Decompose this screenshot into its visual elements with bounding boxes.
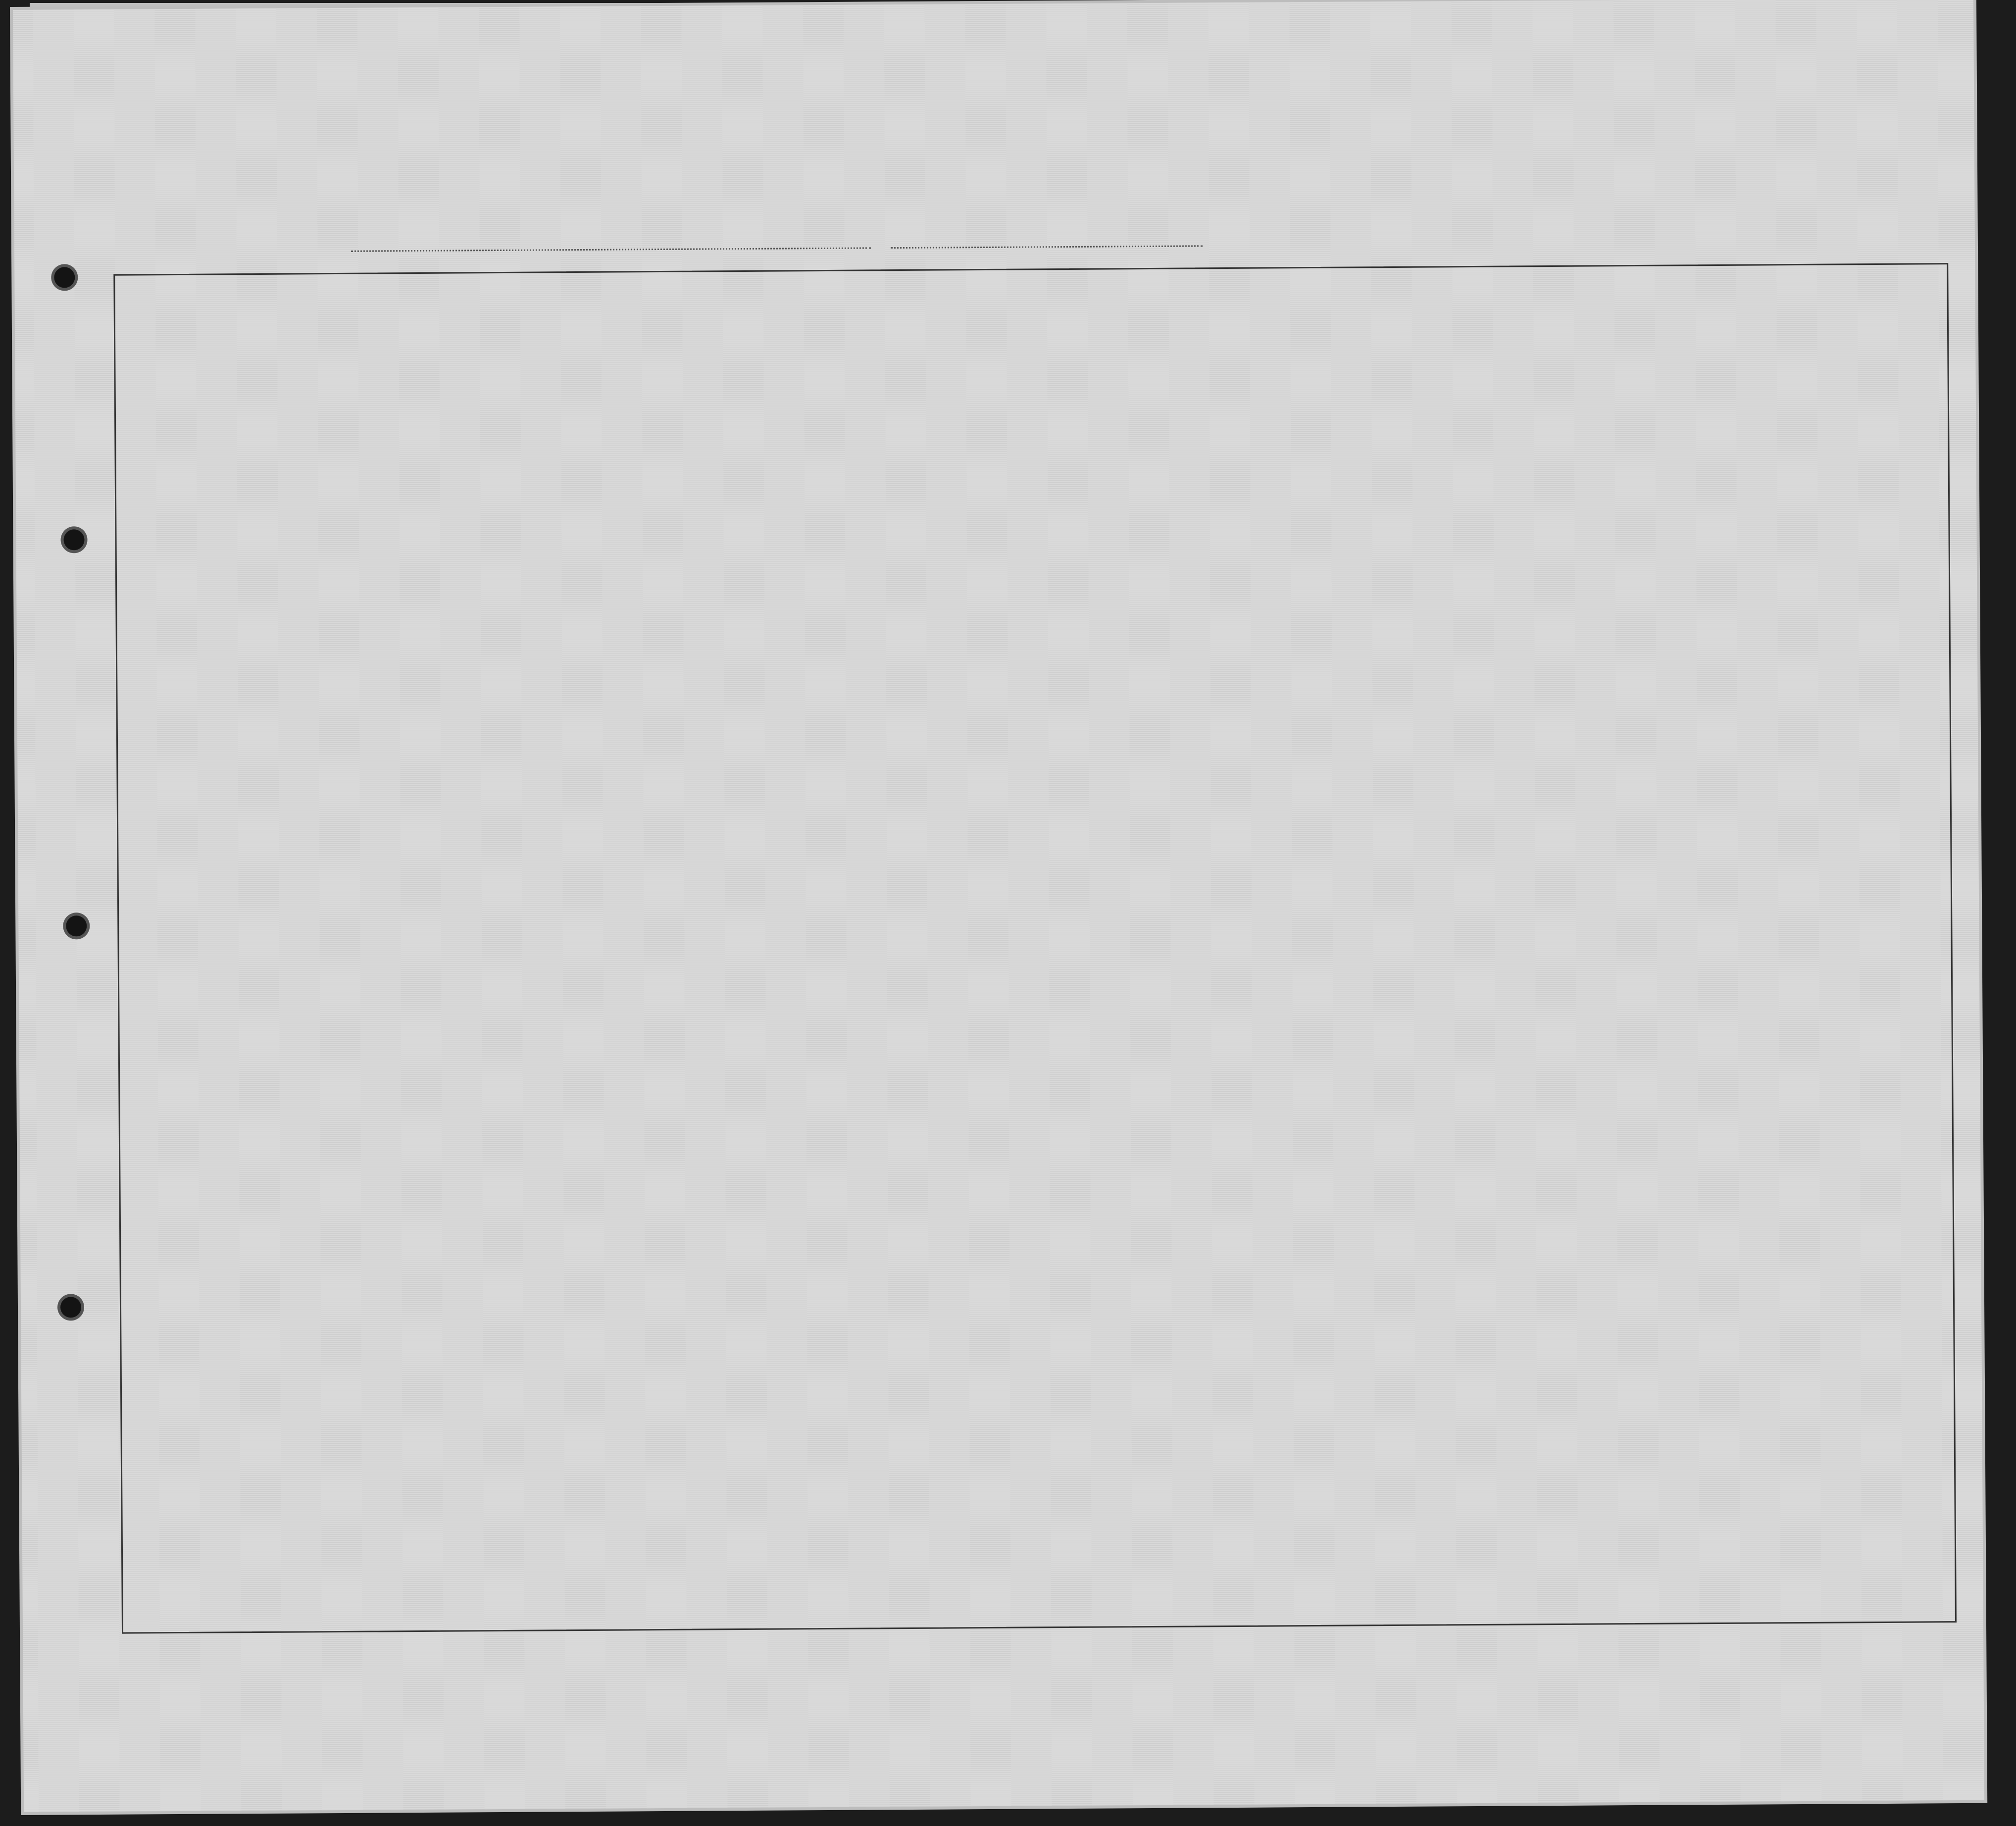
binding-hole (66, 915, 87, 936)
question-28-footnote (246, 1683, 1682, 1692)
port-dotline (351, 247, 871, 252)
binding-hole (60, 1297, 81, 1318)
date-dotline (891, 245, 1203, 249)
binding-hole (63, 529, 84, 550)
manifest-sheet (13, 0, 1984, 1812)
manifest-table (113, 263, 1957, 1634)
typewritten-note (1682, 108, 1934, 109)
binding-hole (54, 267, 75, 288)
